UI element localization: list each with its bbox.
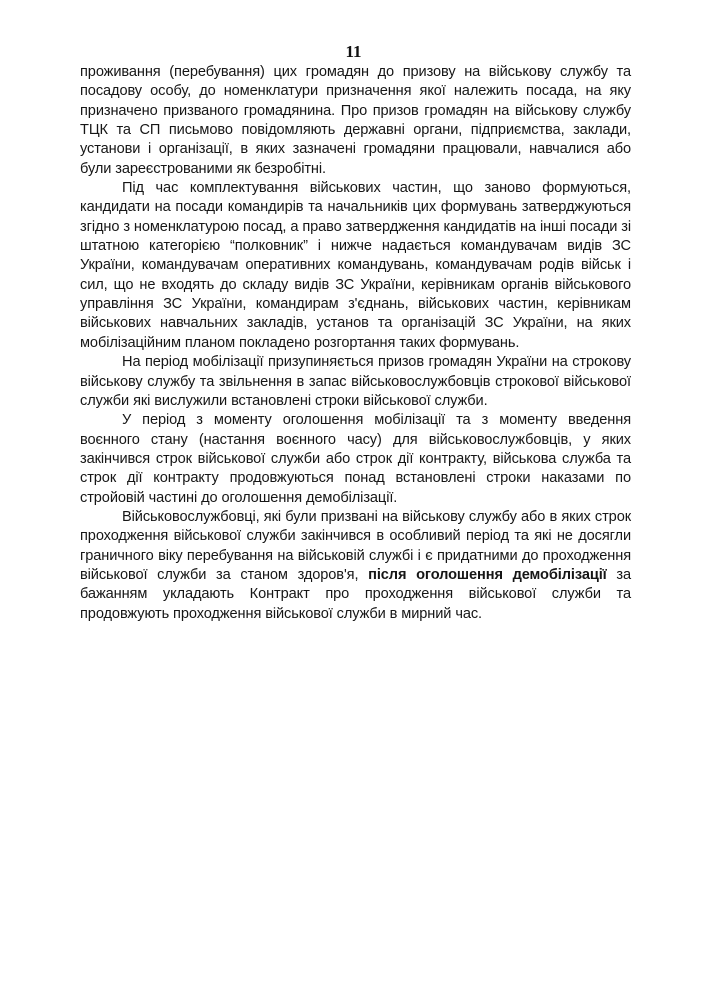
paragraph-mobilization-period: На період мобілізації призупиняється призов громадян України на строкову військову службу та звільнення в запас військовослужбовців строкової військової служби які вислужили встановлені строки військової служби.	[80, 354, 631, 409]
paragraph-martial-law: У період з моменту оголошення мобілізації та з моменту введення воєнного стану (настання воєнного часу) для військовослужбовців, у яких закінчився строк військової служби або строк дії контракту, військова служба та строк дії контракту продовжуються понад встановлені строки наказами по стройовій частині до оголошення демобілізації.	[80, 412, 631, 506]
paragraph-formation: Під час комплектування військових частин, що заново формуються, кандидати на посади командирів та начальників цих формувань затверджуються згідно з номенклатурою посад, а право затвердження кандидатів на інші посади зі штатною категорією “полковник” і нижче надається командувачам видів ЗС України, командувачам оперативних командувань, командувачам родів військ і сил, що не входять до складу видів ЗС України, керівникам органів військового управління ЗС України, командирам з'єднань, військових частин, керівникам військових навчальних закладів, установ та організацій ЗС України, на яких мобілізаційним планом покладено розгортання таких формувань.	[80, 180, 631, 351]
paragraph-text-before: Військовослужбовці, які були призвані на військову службу або в яких строк проходження військової служби закінчився в особливий період та які не досягли граничного віку перебування на військовій службі і є придатними до проходження військової служби за станом здоров'я,	[80, 508, 631, 583]
bold-phrase-after-demobilization: після оголошення демобілізації	[368, 566, 607, 583]
paragraph-text-after: за бажанням укладають Контракт про проходження військової служби та продовжують проходження військової служби в мирний час.	[80, 566, 632, 622]
paragraph-continuation: проживання (перебування) цих громадян до призову на військову службу та посадову особу, до номенклатури призначення якої належить посада, на яку призначено призваного громадянина. Про призов громадян на військову службу ТЦК та СП письмово повідомляють державні органи, підприємства, заклади, установи і організації, в яких зазначені громадяни працювали, навчалися або були зареєстрованими як безробітні.	[80, 64, 631, 177]
page-number: 11	[345, 42, 362, 61]
paragraph-after-demobilization	[80, 508, 631, 624]
document-body	[80, 63, 631, 624]
